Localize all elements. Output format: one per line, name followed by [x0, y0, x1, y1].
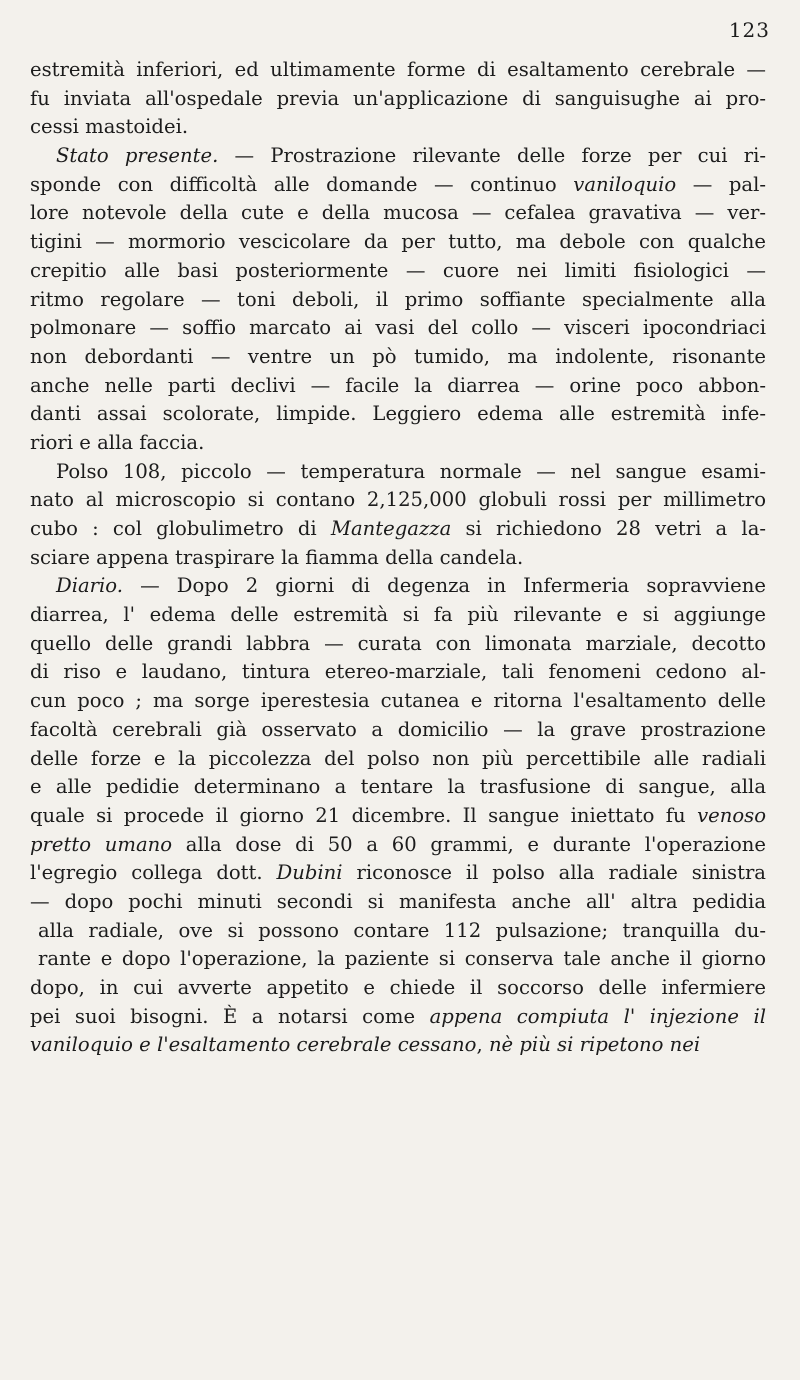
- italic-run: venoso: [697, 803, 766, 827]
- text-line: [30, 142, 766, 171]
- text-run: ,: [476, 1033, 489, 1057]
- text-run: — pal-: [676, 172, 766, 196]
- text-run: e alle pedidie determinano a tentare la trasfusione di sangue, alla: [30, 775, 766, 799]
- text-line: [30, 228, 766, 257]
- text-run: si richiedono 28 vetri a la-: [451, 517, 766, 540]
- text-line: [30, 429, 766, 458]
- text-line: [30, 113, 766, 142]
- page-number: 123: [728, 18, 770, 42]
- text-run: diarrea, l' edema delle estremità si fa più rilevante e si aggiunge: [30, 603, 766, 627]
- text-run: dopo, in cui avverte appetito e chiede il soccorso delle infermiere: [30, 976, 766, 999]
- text-run: danti assai scolorate, limpide. Leggiero edema alle estremità infe-: [30, 402, 766, 426]
- italic-run: vaniloquio: [573, 172, 677, 196]
- text-run: lore notevole della cute e della mucosa — cefalea gravativa — ver-: [30, 201, 766, 225]
- italic-run: Mantegazza: [330, 517, 452, 540]
- paragraph-p1: [30, 56, 766, 142]
- text-line: [30, 314, 766, 343]
- paragraph-p3: [30, 458, 766, 573]
- text-line: [30, 687, 766, 716]
- text-run: quello delle grandi labbra — curata con limonata marziale, decotto: [30, 631, 766, 655]
- document-body: [30, 56, 766, 1060]
- text-line: [30, 257, 766, 286]
- text-line: [30, 601, 766, 630]
- text-line: [30, 831, 766, 860]
- text-run: Polso 108, piccolo — temperatura normale — nel sangue esami-: [56, 459, 766, 483]
- text-run: di riso e laudano, tintura etereo-marziale, tali fenomeni cedono al-: [30, 660, 766, 684]
- text-line: [30, 171, 766, 200]
- text-run: rante e dopo l'operazione, la paziente si conserva tale anche il giorno: [38, 947, 766, 971]
- text-run: — Prostrazione rilevante delle forze per cui ri-: [218, 144, 766, 168]
- text-run: — dopo pochi minuti secondi si manifesta anche all' altra pedidia: [30, 889, 766, 913]
- text-line: [30, 515, 766, 544]
- text-run: cun poco ; ma sorge iperestesia cutanea e ritorna l'esaltamento delle: [30, 689, 766, 713]
- text-line: [30, 716, 766, 745]
- text-run: facoltà cerebrali già osservato a domicilio — la grave prostrazione: [30, 717, 766, 741]
- text-run: cessi mastoidei.: [30, 115, 189, 139]
- text-run: alla radiale, ove si possono contare 112 pulsazione; tranquilla du-: [38, 918, 766, 942]
- italic-run: pretto umano: [30, 832, 173, 856]
- text-line: [30, 888, 766, 917]
- text-line: [30, 372, 766, 401]
- text-run: riori e alla faccia.: [30, 430, 205, 454]
- text-line: [30, 572, 766, 601]
- italic-run: appena compiuta l' injezione il: [429, 1004, 766, 1028]
- text-line: [30, 85, 766, 114]
- text-line: [30, 400, 766, 429]
- text-run: l'egregio collega dott.: [30, 861, 277, 885]
- text-line: [30, 658, 766, 687]
- text-run: pei suoi bisogni. È a notarsi come: [30, 1004, 430, 1028]
- text-run: quale si procede il giorno 21 dicembre. Il sangue iniettato fu: [30, 803, 698, 827]
- italic-run: Stato presente.: [56, 144, 219, 168]
- italic-run: nè più si ripetono nei: [488, 1033, 701, 1057]
- text-run: tigini — mormorio vescicolare da per tutto, ma debole con qualche: [30, 230, 766, 254]
- text-line: [30, 199, 766, 228]
- text-run: estremità inferiori, ed ultimamente forme di esaltamento cerebrale —: [30, 58, 766, 81]
- text-line: [30, 544, 766, 573]
- italic-run: vaniloquio e l'esaltamento cerebrale cessano: [30, 1033, 477, 1057]
- text-run: ritmo regolare — toni deboli, il primo soffiante specialmente alla: [30, 287, 766, 311]
- text-run: crepitio alle basi posteriormente — cuore nei limiti fisiologici —: [30, 258, 766, 282]
- italic-run: Dubini: [276, 861, 343, 885]
- text-run: non debordanti — ventre un pò tumido, ma indolente, risonante: [30, 344, 766, 368]
- paragraph-p2: [30, 142, 766, 458]
- text-line: [30, 458, 766, 487]
- text-line: [30, 56, 766, 85]
- text-line: [30, 1003, 766, 1032]
- text-run: riconosce il polso alla radiale sinistra: [342, 861, 766, 885]
- text-line: [30, 486, 766, 515]
- text-run: anche nelle parti declivi — facile la diarrea — orine poco abbon-: [30, 373, 766, 397]
- text-line: [30, 773, 766, 802]
- paragraph-p4: [30, 572, 766, 1060]
- text-line: [30, 745, 766, 774]
- text-run: — Dopo 2 giorni di degenza in Infermeria sopravviene: [122, 574, 766, 598]
- text-run: cubo : col globulimetro di: [30, 517, 331, 540]
- text-run: fu inviata all'ospedale previa un'applicazione di sanguisughe ai pro-: [30, 86, 766, 110]
- text-line: [30, 802, 766, 831]
- text-run: sponde con difficoltà alle domande — continuo: [30, 172, 574, 196]
- text-line: [30, 974, 766, 1003]
- text-run: alla dose di 50 a 60 grammi, e durante l'operazione: [172, 832, 766, 856]
- text-line: [30, 945, 766, 974]
- text-run: delle forze e la piccolezza del polso non più percettibile alle radiali: [30, 746, 766, 770]
- text-line: [30, 1031, 766, 1060]
- text-line: [30, 859, 766, 888]
- italic-run: Diario.: [56, 574, 123, 598]
- text-run: sciare appena traspirare la fiamma della candela.: [30, 545, 524, 569]
- text-run: polmonare — soffio marcato ai vasi del collo — visceri ipocondriaci: [30, 316, 766, 340]
- text-line: [30, 917, 766, 946]
- text-line: [30, 286, 766, 315]
- text-line: [30, 630, 766, 659]
- text-run: nato al microscopio si contano 2,125,000 globuli rossi per millimetro: [30, 488, 766, 512]
- text-line: [30, 343, 766, 372]
